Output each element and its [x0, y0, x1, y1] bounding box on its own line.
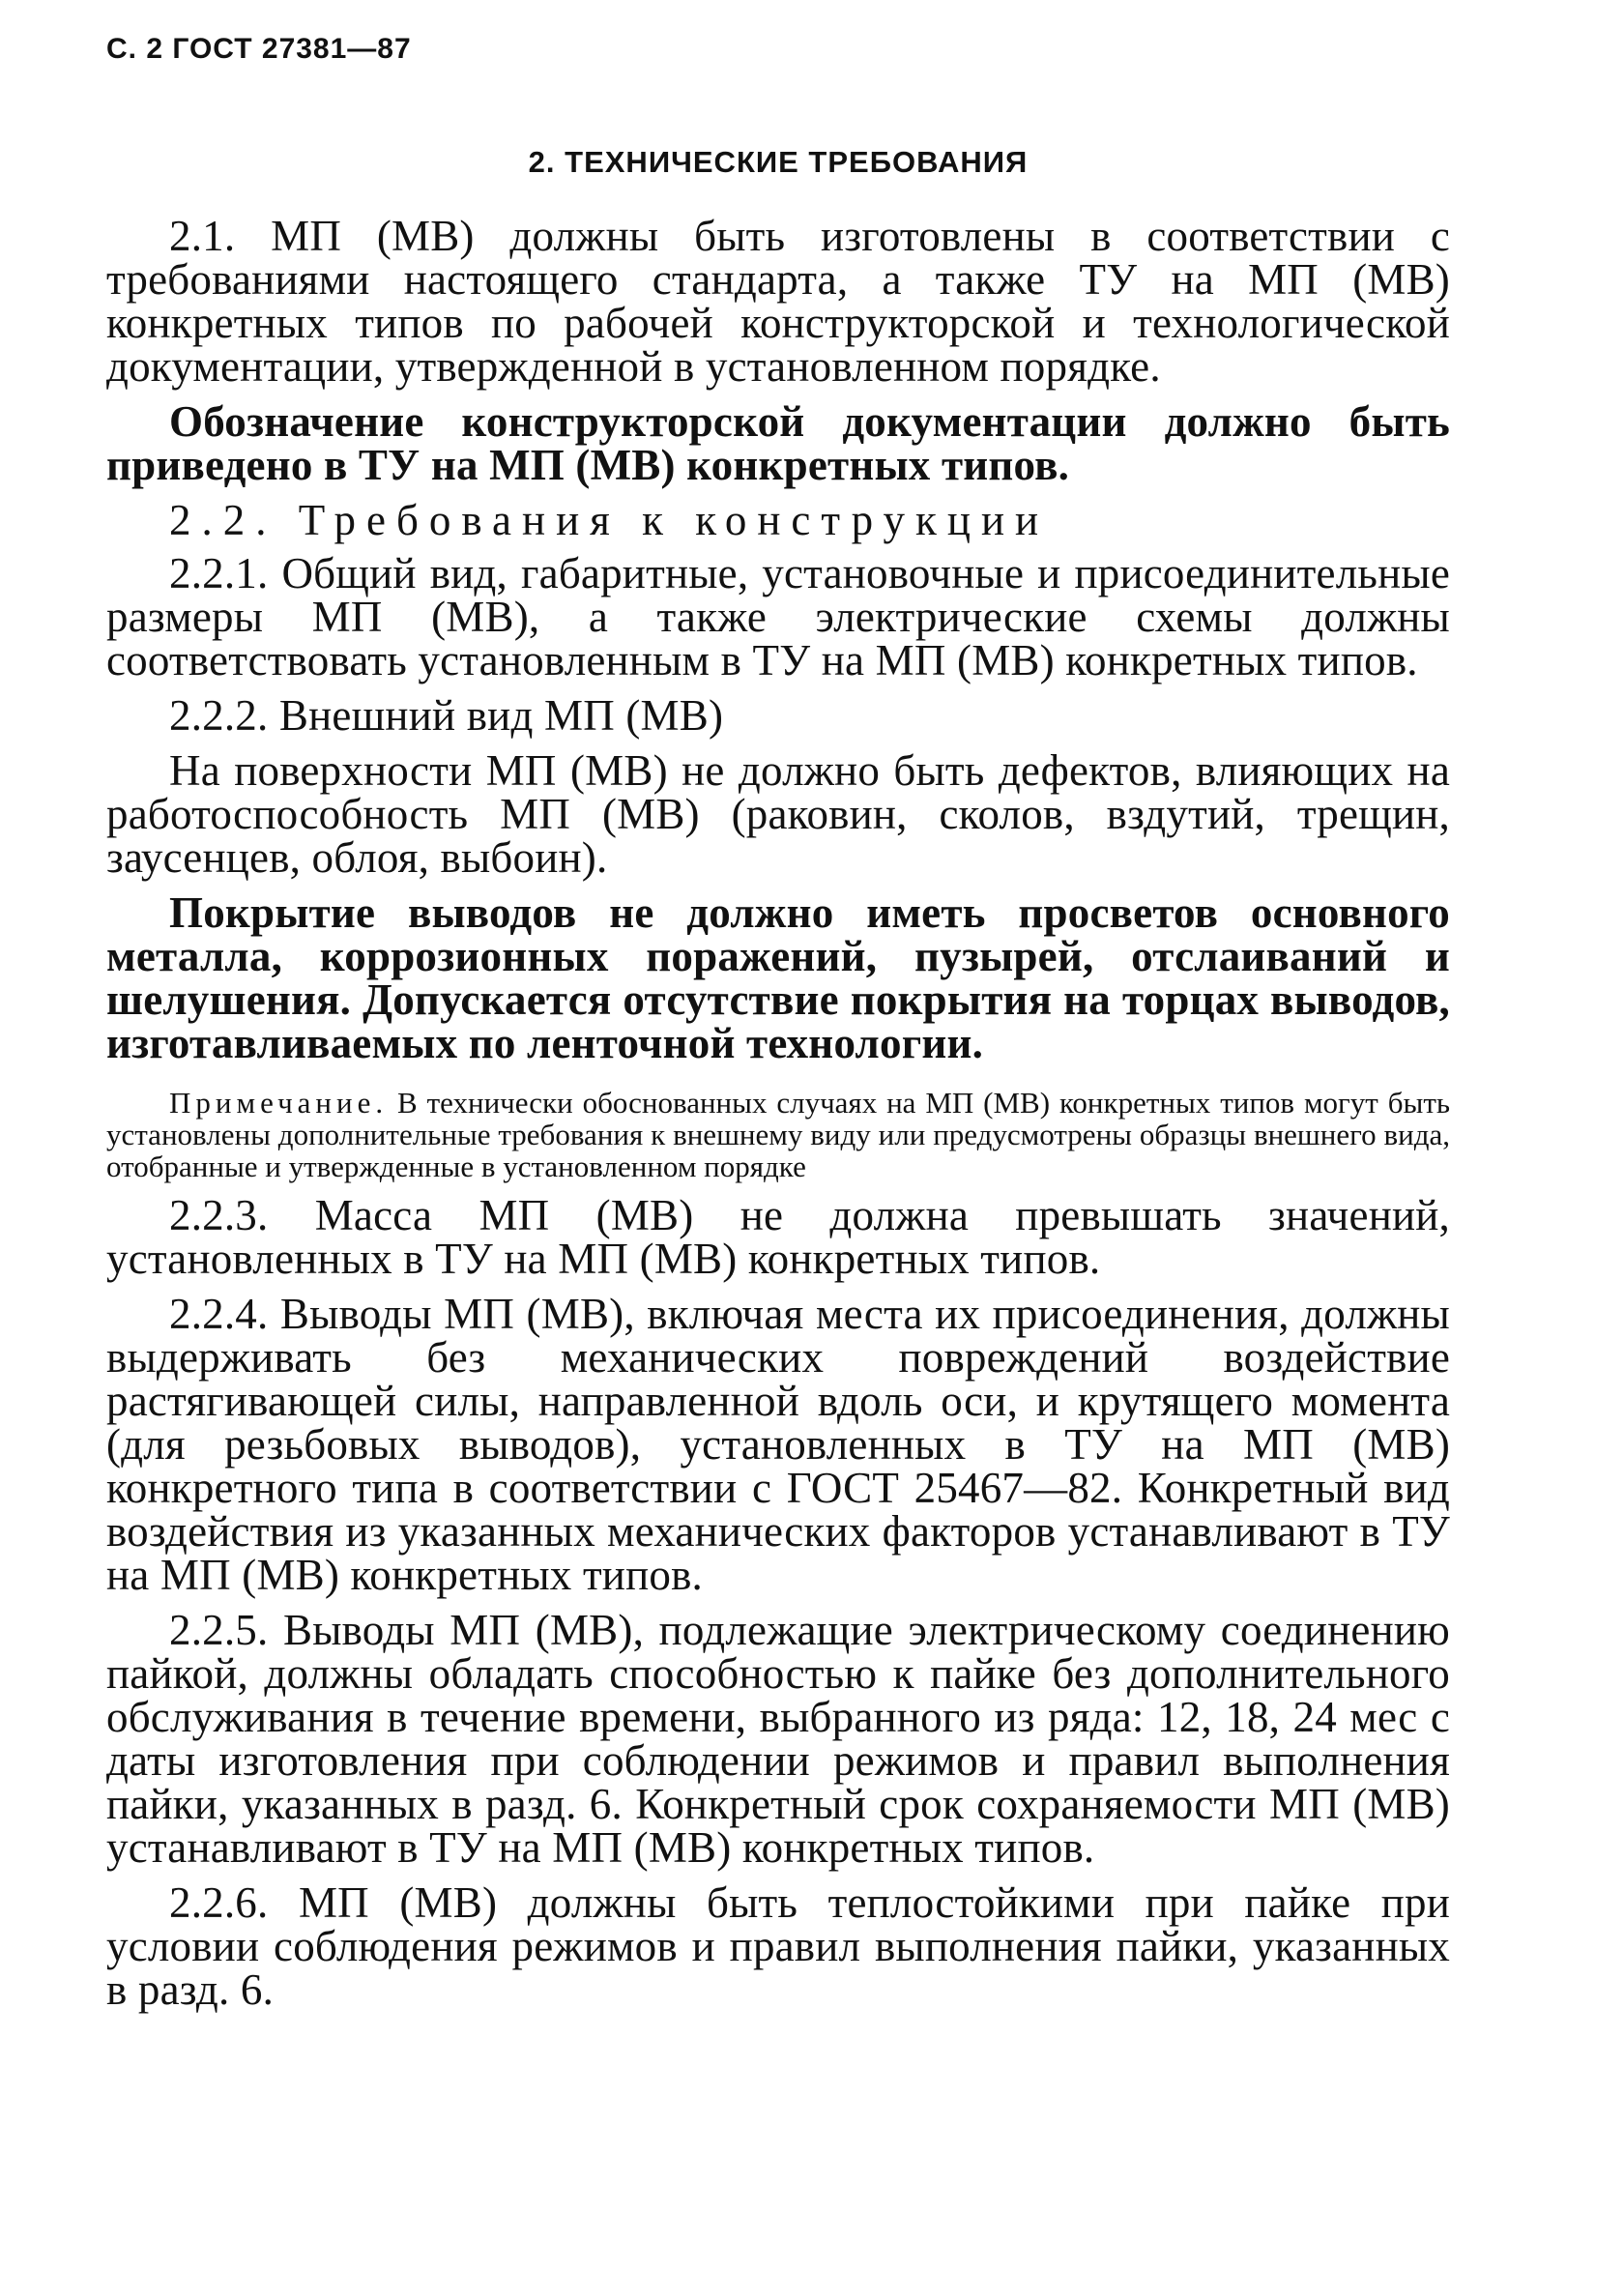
- section-title: 2. ТЕХНИЧЕСКИЕ ТРЕБОВАНИЯ: [528, 145, 1029, 179]
- paragraph-2-2-2-surface: На поверхности МП (МВ) не должно быть дефектов, влияющих на работоспособность МП (МВ) (раковин, сколов, вздутий, трещин, заусенцев, облоя, выбоин).: [106, 746, 1450, 882]
- paragraph-2-2-3: 2.2.3. Масса МП (МВ) не должна превышать значений, установленных в ТУ на МП (МВ) конкретных типов.: [106, 1191, 1450, 1283]
- document-page: [106, 33, 1450, 2023]
- paragraph-2-1-designation: Обозначение конструкторской документации должно быть приведено в ТУ на МП (МВ) конкретных типов.: [106, 397, 1450, 489]
- paragraph-2-2-2-coating: Покрытие выводов не должно иметь просветов основного металла, коррозионных поражений, пузырей, отслаиваний и шелушения. Допускается отсутствие покрытия на торцах выводов, изготавливаемых по ленточной технологии.: [106, 888, 1450, 1067]
- paragraph-2-2-4: 2.2.4. Выводы МП (МВ), включая места их присоединения, должны выдерживать без механических повреждений воздействие растягивающей силы, направленной вдоль оси, и крутящего момента (для резьбовых выводов), установленных в ТУ на МП (МВ) конкретного типа в соответствии с ГОСТ 25467—82. Конкретный вид воздействия из указанных механических факторов устанавливают в ТУ на МП (МВ) конкретных типов.: [106, 1290, 1450, 1599]
- paragraph-2-1: 2.1. МП (МВ) должны быть изготовлены в соответствии с требованиями настоящего стандарта, а также ТУ на МП (МВ) конкретных типов по рабочей конструкторской и технологической документации, утвержденной в установленном порядке.: [106, 212, 1450, 391]
- subsection-heading-2-2: [106, 496, 1450, 544]
- note-label: Примечание.: [169, 1086, 389, 1120]
- note-text: В технически обоснованных случаях на МП (МВ) конкретных типов могут быть установлены дополнительные требования к внешнему виду или предусмотрены образцы внешнего вида, отобранные и утвержденные в установленном порядке: [106, 1086, 1450, 1183]
- subsection-heading-text: 2.2. Требования к конструкции: [169, 496, 1050, 544]
- note: [106, 1087, 1450, 1182]
- paragraph-2-2-2-heading: 2.2.2. Внешний вид МП (МВ): [169, 691, 724, 740]
- paragraph-2-2-6: 2.2.6. МП (МВ) должны быть теплостойкими при пайке при условии соблюдения режимов и правил выполнения пайки, указанных в разд. 6.: [106, 1878, 1450, 2014]
- running-head: С. 2 ГОСТ 27381—87: [106, 33, 412, 65]
- paragraph-2-2-5: 2.2.5. Выводы МП (МВ), подлежащие электрическому соединению пайкой, должны обладать способностью к пайке без дополнительного обслуживания в течение времени, выбранного из ряда: 12, 18, 24 мес с даты изготовления при соблюдении режимов и правил выполнения пайки, указанных в разд. 6. Конкретный срок сохраняемости МП (МВ) устанавливают в ТУ на МП (МВ) конкретных типов.: [106, 1606, 1450, 1872]
- paragraph-2-2-1: 2.2.1. Общий вид, габаритные, установочные и присоединительные размеры МП (МВ), а также электрические схемы должны соответствовать установленным в ТУ на МП (МВ) конкретных типов.: [106, 549, 1450, 684]
